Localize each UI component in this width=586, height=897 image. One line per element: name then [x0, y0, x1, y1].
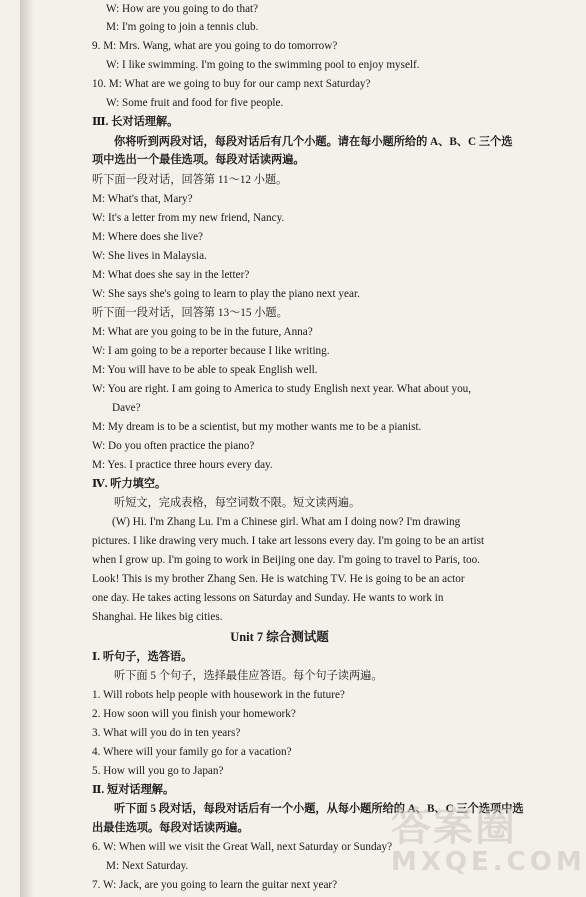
text-line: W: Do you often practice the piano?	[92, 440, 255, 452]
watermark-logo: 答案圈 MXQE.COM	[391, 804, 586, 877]
text-line: W: I am going to be a reporter because I like writing.	[92, 345, 330, 357]
text-line: W: She lives in Malaysia.	[92, 250, 207, 262]
question-line: 1. Will robots help people with housework in the future?	[92, 689, 345, 701]
text-line: M: Next Saturday.	[106, 860, 189, 872]
text-line: W: I like swimming. I'm going to the swimming pool to enjoy myself.	[106, 59, 420, 71]
instruction-text: 听下面 5 个句子，选择最佳应答语。每个句子读两遍。	[114, 670, 383, 682]
text-line: M: What does she say in the letter?	[92, 269, 250, 281]
text-line: M: What are you going to be in the future, Anna?	[92, 326, 313, 338]
text-line: M: I'm going to join a tennis club.	[106, 21, 259, 33]
instruction-text: 听下面 5 段对话，每段对话后有一个小题，从每小题所给的 A、B、C 三个选项中选	[114, 803, 524, 815]
text-line: W: She says she's going to learn to play the piano next year.	[92, 288, 360, 300]
instruction-text: 听下面一段对话，回答第 13～15 小题。	[92, 307, 288, 319]
text-line: (W) Hi. I'm Zhang Lu. I'm a Chinese girl. What am I doing now? I'm drawing	[112, 516, 461, 528]
question-line: 5. How will you go to Japan?	[92, 765, 224, 777]
instruction-text: 你将听到两段对话，每段对话后有几个小题。请在每小题所给的 A、B、C 三个选	[114, 136, 513, 148]
text-line: one day. He takes acting lessons on Saturday and Sunday. He wants to work in	[92, 592, 444, 604]
text-line: W: You are right. I am going to America to study English next year. What about you,	[92, 383, 472, 395]
section-heading: Ⅰ. 听句子，选答语。	[92, 651, 193, 663]
question-line: 4. Where will your family go for a vacation?	[92, 746, 292, 758]
instruction-text: 听短文，完成表格，每空词数不限。短文读两遍。	[114, 497, 361, 509]
instruction-text: 出最佳选项。每段对话读两遍。	[92, 822, 249, 834]
question-line: 7. W: Jack, are you going to learn the guitar next year?	[92, 879, 338, 891]
text-line: when I grow up. I'm going to work in Beijing one day. I'm going to travel to Paris, too.	[92, 554, 480, 566]
question-line: 2. How soon will you finish your homework?	[92, 708, 296, 720]
text-line: 9. M: Mrs. Wang, what are you going to do tomorrow?	[92, 40, 338, 52]
text-line: W: It's a letter from my new friend, Nancy.	[92, 212, 285, 224]
section-heading: Ⅱ. 短对话理解。	[92, 784, 175, 796]
text-line: M: Where does she live?	[92, 231, 204, 243]
question-line: 6. W: When will we visit the Great Wall, next Saturday or Sunday?	[92, 841, 393, 853]
text-line: W: How are you going to do that?	[106, 3, 259, 15]
text-line: pictures. I like drawing very much. I take art lessons every day. I'm going to be an artist	[92, 535, 485, 547]
unit-title: Unit 7 综合测试题	[230, 630, 329, 644]
text-line: 10. M: What are we going to buy for our camp next Saturday?	[92, 78, 371, 90]
text-line: W: Some fruit and food for five people.	[106, 97, 284, 109]
text-line: Shanghai. He likes big cities.	[92, 611, 223, 623]
text-line: Look! This is my brother Zhang Sen. He is watching TV. He is going to be an actor	[92, 573, 465, 585]
question-line: 3. What will you do in ten years?	[92, 727, 241, 739]
text-line: M: You will have to be able to speak English well.	[92, 364, 318, 376]
text-line: M: What's that, Mary?	[92, 193, 193, 205]
text-line: M: My dream is to be a scientist, but my mother wants me to be a pianist.	[92, 421, 422, 433]
text-line: Dave?	[112, 402, 141, 414]
instruction-text: 项中选出一个最佳选项。每段对话读两遍。	[92, 154, 305, 166]
text-line: M: Yes. I practice three hours every day.	[92, 459, 273, 471]
section-heading: Ⅳ. 听力填空。	[92, 478, 167, 490]
section-heading: Ⅲ. 长对话理解。	[92, 116, 179, 128]
instruction-text: 听下面一段对话，回答第 11～12 小题。	[92, 174, 288, 186]
